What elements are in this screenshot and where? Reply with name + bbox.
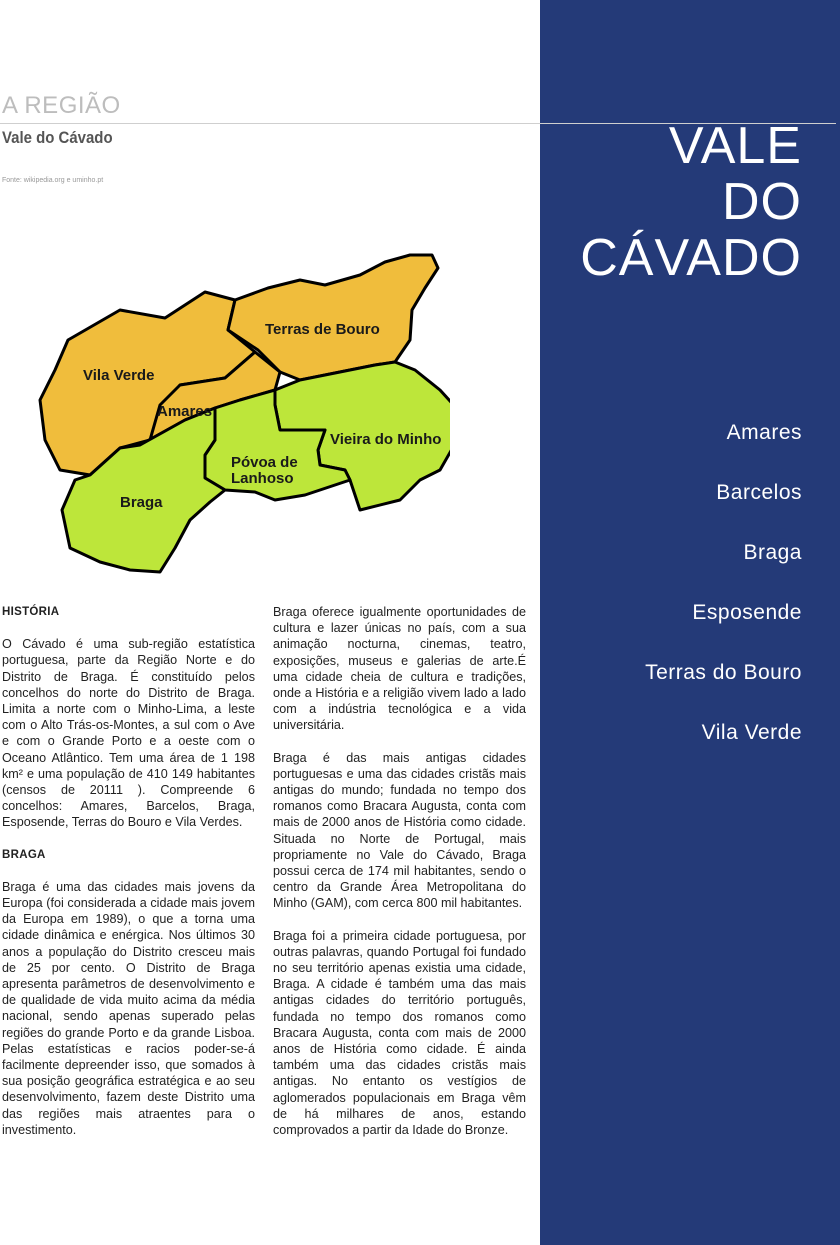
map-label-povoa-line2: Lanhoso [231, 470, 294, 487]
map-label-terras-de-bouro: Terras de Bouro [265, 321, 380, 338]
braga-paragraph: Braga é uma das cidades mais jovens da Europa (foi considerada a cidade mais jovem da Europa em 1989), o que a torna uma cidade dinâmica e enérgica. Nos últimos 30 anos a população do Distrito cresceu mais de 25 por cento. O Distrito de Braga apresenta parâmetros de desenvolvimento e de qualidade de vida muito acima da média nacional, sendo apenas superado pelas regiões do grande Porto e da grande Lisboa. Pelas estatísticas e racios poder-se-á facilmente depreender isso, que somados à sua posição geográfica estratégica e ao seu desenvolvimento, fazem deste Distrito uma das regiões mais atraentes para o investimento. [2, 879, 255, 1137]
council-item-terras-do-bouro: Terras do Bouro [645, 661, 802, 684]
title-line-2: DO [722, 173, 802, 231]
braga-heading: BRAGA [2, 848, 46, 861]
section-label: A REGIÃO [2, 92, 121, 119]
article-column-1 [2, 604, 255, 1154]
title-line-1: VALE [668, 117, 802, 175]
council-item-braga: Braga [743, 541, 802, 564]
page-title [580, 118, 802, 286]
council-item-esposende: Esposende [692, 601, 802, 624]
historia-heading: HISTÓRIA [2, 606, 60, 618]
council-list [645, 418, 802, 778]
map-label-povoa-line1: Póvoa de [231, 454, 298, 471]
council-item-vila-verde: Vila Verde [701, 721, 802, 744]
culture-paragraph: Braga oferece igualmente oportunidades de cultura e lazer únicas no país, com a sua animação nocturna, cinemas, teatro, exposições, museus e galerias de arte.É uma cidade cheia de cultura e tradições, onde a História e a religião vivem lado a lado com a indústria tecnológica e a vida universitária. [273, 605, 526, 733]
map-label-amares: Amares [157, 403, 213, 420]
region-map [30, 245, 450, 585]
article-column-2 [273, 604, 526, 1154]
first-city-paragraph: Braga foi a primeira cidade portuguesa, por outras palavras, quando Portugal foi fundado no seu território apenas existia uma cidade, Braga. A cidade é também uma das mais antigas cidades do território português, fundada no tempo dos romanos como Bracara Augusta, conta com mais de 2000 anos de História como cidade. É ainda também uma das cidades cristãs mais antigas. No entanto os vestígios de aglomerados populacionais em Braga vêm de há milhares de anos, estando comprovados a partir da Idade do Bronze. [273, 928, 526, 1138]
council-item-amares: Amares [726, 421, 802, 444]
title-line-3: CÁVADO [580, 229, 802, 287]
historia-paragraph: O Cávado é uma sub-região estatística portuguesa, parte da Região Norte e do Distrito de Braga. É constituído pelos concelhos do norte do Distrito de Braga. Limita a norte com o Minho-Lima, a leste com o Alto Trás-os-Montes, a sul com o Ave e com o Grande Porto e a oeste com o Oceano Atlântico. Tem uma área de 1 198 km² e uma população de 410 149 habitantes (censos de 20111 ). Compreende 6 concelhos: Amares, Barcelos, Braga, Esposende, Terras do Bouro e Vila Verdes. [2, 637, 255, 830]
map-label-vieira-do-minho: Vieira do Minho [330, 431, 442, 448]
region-title: Vale do Cávado [2, 128, 113, 147]
council-item-barcelos: Barcelos [716, 481, 802, 504]
antiquity-paragraph: Braga é das mais antigas cidades portuguesas e uma das cidades cristãs mais antigas do mundo; fundada no tempo dos romanos como Bracara Augusta, conta com mais de 2000 anos de História como cidade. Situada no Norte de Portugal, mais propriamente no Vale do Cávado, Braga possui cerca de 174 mil habitantes, sendo o centro da Grande Área Metropolitana do Minho (GAM), com cerca 800 mil habitantes. [273, 750, 526, 911]
map-label-vila-verde: Vila Verde [83, 367, 155, 384]
source-note: Fonte: wikipedia.org e uminho.pt [2, 177, 104, 184]
map-label-braga: Braga [120, 494, 163, 511]
